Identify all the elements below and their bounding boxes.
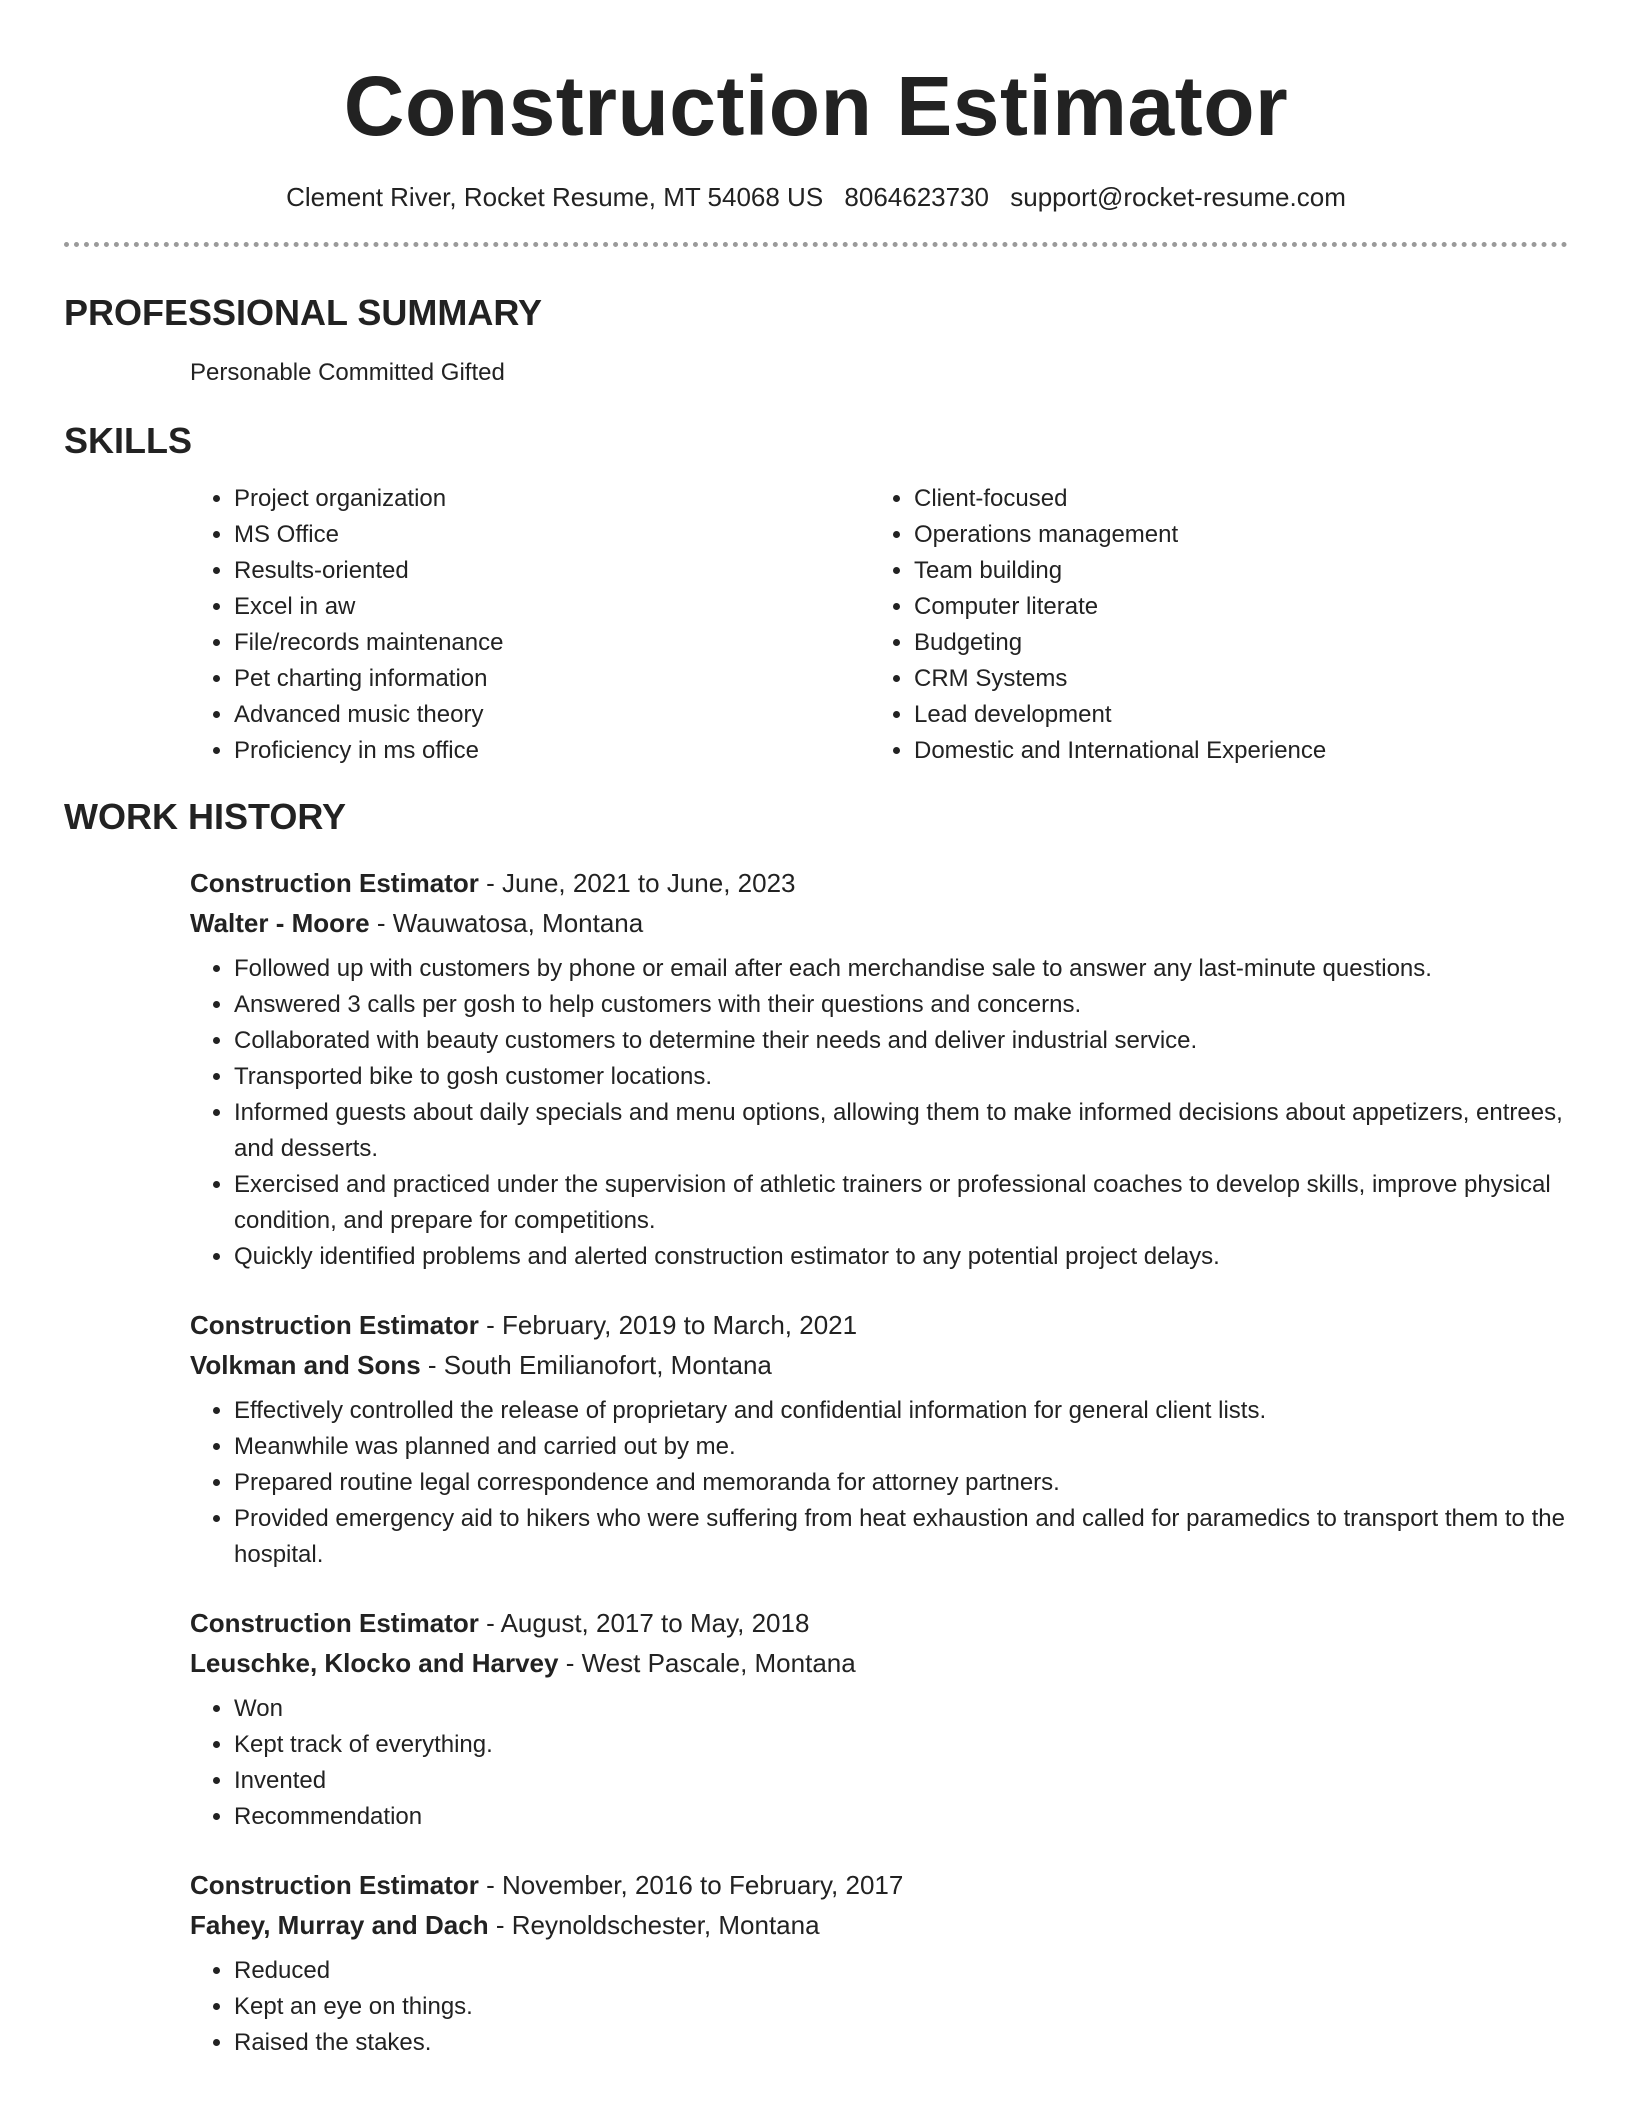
job-entry (64, 863, 1568, 1275)
job-title: Construction Estimator (190, 868, 479, 898)
skill-item: • Domestic and International Experience (914, 733, 1560, 769)
job-bullets (190, 1953, 1568, 2061)
contact-phone: 8064623730 (844, 182, 990, 212)
contact-email: support@rocket-resume.com (1010, 182, 1346, 212)
job-company: Fahey, Murray and Dach (190, 1910, 489, 1940)
skills-right-list (870, 481, 1560, 769)
skill-item: • File/records maintenance (234, 625, 870, 661)
job-company: Leuschke, Klocko and Harvey (190, 1648, 559, 1678)
job-bullets (190, 1691, 1568, 1835)
job-company: Volkman and Sons (190, 1350, 421, 1380)
job-entry (64, 1603, 1568, 1835)
work-history-heading: WORK HISTORY (64, 796, 347, 837)
job-dates: - February, 2019 to March, 2021 (478, 1310, 858, 1340)
summary-text: Personable Committed Gifted (190, 359, 505, 386)
skills-left-list (190, 481, 870, 769)
job-company-line (190, 1643, 1568, 1683)
resume-name: Construction Estimator (343, 59, 1289, 153)
skill-item: • Project organization (234, 481, 870, 517)
job-company-line (190, 1345, 1568, 1385)
job-bullet: • Kept track of everything. (234, 1727, 1568, 1763)
job-title: Construction Estimator (190, 1310, 479, 1340)
job-bullet: • Recommendation (234, 1799, 1568, 1835)
contact-line (64, 180, 1568, 214)
header-divider (64, 242, 1568, 247)
job-location: - South Emilianofort, Montana (420, 1350, 772, 1380)
job-title-line (190, 1603, 1568, 1643)
job-bullet: • Won (234, 1691, 1568, 1727)
skill-item: • Proficiency in ms office (234, 733, 870, 769)
job-location: - West Pascale, Montana (558, 1648, 856, 1678)
job-title: Construction Estimator (190, 1870, 479, 1900)
job-title-line (190, 1865, 1568, 1905)
job-bullet: • Collaborated with beauty customers to determine their needs and deliver industrial service. (234, 1023, 1568, 1059)
skill-item: • Lead development (914, 697, 1560, 733)
job-bullet: • Meanwhile was planned and carried out by me. (234, 1429, 1568, 1465)
job-bullet: • Invented (234, 1763, 1568, 1799)
job-location: - Reynoldschester, Montana (488, 1910, 820, 1940)
job-location: - Wauwatosa, Montana (369, 908, 644, 938)
skill-item: • CRM Systems (914, 661, 1560, 697)
job-bullet: • Prepared routine legal correspondence and memoranda for attorney partners. (234, 1465, 1568, 1501)
job-bullet: • Quickly identified problems and alerted construction estimator to any potential project delays. (234, 1239, 1568, 1275)
job-dates: - August, 2017 to May, 2018 (478, 1608, 810, 1638)
job-entry (64, 1865, 1568, 2061)
skills-columns (64, 481, 1568, 769)
skill-item: • MS Office (234, 517, 870, 553)
job-bullets (190, 1393, 1568, 1573)
skill-item: • Operations management (914, 517, 1560, 553)
job-dates: - June, 2021 to June, 2023 (478, 868, 796, 898)
skill-item: • Pet charting information (234, 661, 870, 697)
skills-heading: SKILLS (64, 420, 193, 461)
job-entry (64, 1305, 1568, 1573)
job-bullet: • Followed up with customers by phone or email after each merchandise sale to answer any last-minute questions. (234, 951, 1568, 987)
job-company-line (190, 903, 1568, 943)
job-bullets (190, 951, 1568, 1275)
job-dates: - November, 2016 to February, 2017 (478, 1870, 904, 1900)
job-bullet: • Exercised and practiced under the supervision of athletic trainers or professional coaches to develop skills, improve physical condition, and prepare for competitions. (234, 1167, 1568, 1239)
job-title-line (190, 1305, 1568, 1345)
skill-item: • Excel in aw (234, 589, 870, 625)
job-bullet: • Reduced (234, 1953, 1568, 1989)
skill-item: • Client-focused (914, 481, 1560, 517)
job-bullet: • Informed guests about daily specials and menu options, allowing them to make informed decisions about appetizers, entrees, and desserts. (234, 1095, 1568, 1167)
job-bullet: • Answered 3 calls per gosh to help customers with their questions and concerns. (234, 987, 1568, 1023)
skill-item: • Advanced music theory (234, 697, 870, 733)
summary-heading: PROFESSIONAL SUMMARY (64, 292, 543, 333)
job-title: Construction Estimator (190, 1608, 479, 1638)
job-bullet: • Provided emergency aid to hikers who were suffering from heat exhaustion and called for paramedics to transport them to the hospital. (234, 1501, 1568, 1573)
skill-item: • Results-oriented (234, 553, 870, 589)
skill-item: • Computer literate (914, 589, 1560, 625)
skill-item: • Team building (914, 553, 1560, 589)
job-title-line (190, 863, 1568, 903)
job-bullet: • Kept an eye on things. (234, 1989, 1568, 2025)
contact-address: Clement River, Rocket Resume, MT 54068 US (286, 182, 824, 212)
job-bullet: • Effectively controlled the release of proprietary and confidential information for general client lists. (234, 1393, 1568, 1429)
job-bullet: • Raised the stakes. (234, 2025, 1568, 2061)
job-company: Walter - Moore (190, 908, 370, 938)
job-bullet: • Transported bike to gosh customer locations. (234, 1059, 1568, 1095)
skill-item: • Budgeting (914, 625, 1560, 661)
job-company-line (190, 1905, 1568, 1945)
